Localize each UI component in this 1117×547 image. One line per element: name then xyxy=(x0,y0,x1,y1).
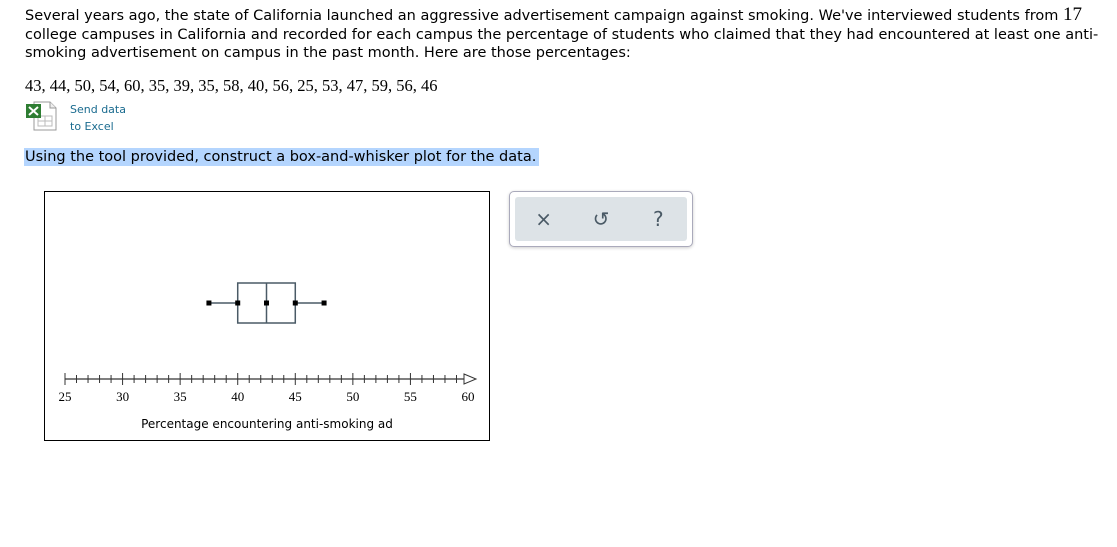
box-plot-canvas[interactable] xyxy=(44,191,490,441)
tool-panel xyxy=(509,191,693,247)
handle-q3[interactable] xyxy=(293,301,298,306)
handle-min[interactable] xyxy=(206,301,211,306)
box-plot-svg[interactable] xyxy=(45,192,489,440)
tick-label: 50 xyxy=(346,389,360,404)
help-icon: ? xyxy=(653,207,664,231)
excel-label-1: Send data xyxy=(70,103,126,116)
clear-button[interactable] xyxy=(529,204,559,234)
campus-count: 17 xyxy=(1062,4,1082,25)
handle-q1[interactable] xyxy=(235,301,240,306)
tick-label: 40 xyxy=(231,389,245,404)
undo-button[interactable] xyxy=(586,204,616,234)
tick-label: 60 xyxy=(461,389,475,404)
excel-label-2: to Excel xyxy=(70,120,114,133)
send-to-excel-button[interactable] xyxy=(24,100,126,135)
tick-label: 25 xyxy=(58,389,72,404)
help-button[interactable] xyxy=(643,204,673,234)
x-axis-label: Percentage encountering anti-smoking ad xyxy=(141,417,393,431)
tick-label: 45 xyxy=(288,389,302,404)
data-list: 43, 44, 50, 54, 60, 35, 39, 35, 58, 40, 56, 25, 53, 47, 59, 56, 46 xyxy=(25,76,438,95)
instruction: Using the tool provided, construct a box-and-whisker plot for the data. xyxy=(24,148,539,166)
axis-arrow-icon xyxy=(464,374,476,384)
undo-icon: ↺ xyxy=(592,207,610,231)
handle-median[interactable] xyxy=(264,301,269,306)
excel-icon xyxy=(24,100,60,132)
close-icon: × xyxy=(535,207,553,231)
intro-text: Several years ago, the state of California launched an aggressive advertisement campaign against smoking. We've interviewed students from xyxy=(25,8,1063,24)
tick-label: 35 xyxy=(173,389,187,404)
handle-max[interactable] xyxy=(322,301,327,306)
tick-label: 30 xyxy=(116,389,130,404)
problem-statement xyxy=(25,6,1110,63)
intro-text-2: college campuses in California and recorded for each campus the percentage of students who claimed that they had encountered at least one anti-smoking advertisement on campus in the past month. Here are those percentages: xyxy=(25,26,1099,61)
tick-label: 55 xyxy=(403,389,417,404)
